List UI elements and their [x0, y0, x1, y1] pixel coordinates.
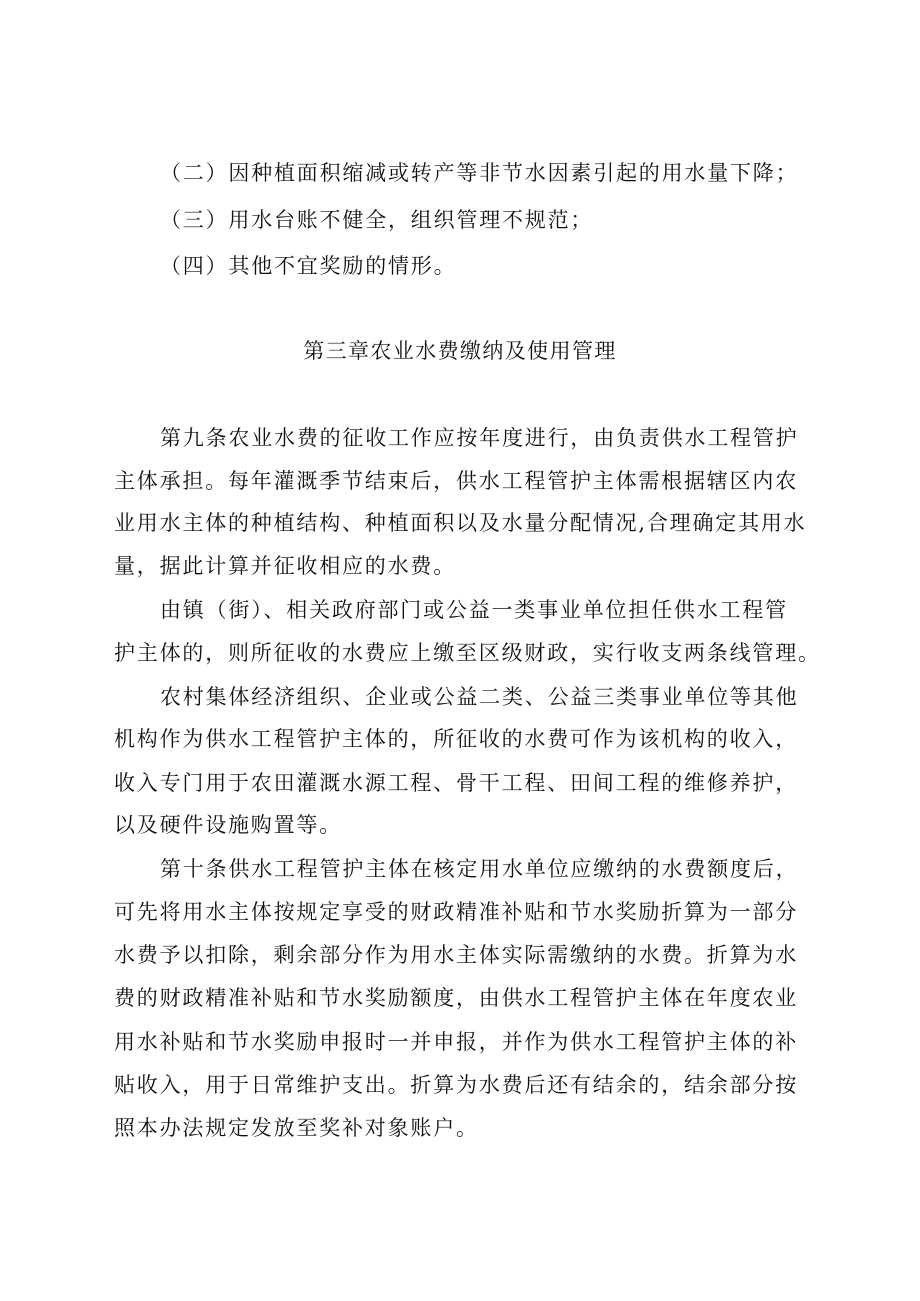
article-10-line: 水费予以扣除，剩余部分作为用水主体实际需缴纳的水费。折算为水: [114, 943, 798, 967]
chapter-title: 第三章农业水费缴纳及使用管理: [303, 339, 617, 363]
article-10-line: 贴收入，用于日常维护支出。折算为水费后还有结余的，结余部分按: [114, 1073, 798, 1097]
paragraph-line: 以及硬件设施购置等。: [114, 813, 342, 837]
article-10-line: 第十条供水工程管护主体在核定用水单位应缴纳的水费额度后，: [160, 857, 799, 881]
article-9-line: 主体承担。每年灌溉季节结束后，供水工程管护主体需根据辖区内农: [114, 469, 798, 493]
paragraph-line: 由镇（街）、相关政府部门或公益一类事业单位担任供水工程管: [160, 598, 788, 622]
list-item-3: （三）用水台账不健全，组织管理不规范；: [160, 208, 594, 232]
paragraph-line: 护主体的，则所征收的水费应上缴至区级财政，实行收支两条线管理。: [114, 641, 821, 665]
article-9-line: 业用水主体的种植结构、种植面积以及水量分配情况,合理确定其用水: [114, 511, 807, 535]
article-9-line: 第九条农业水费的征收工作应按年度进行，由负责供水工程管护: [160, 426, 799, 450]
paragraph-line: 机构作为供水工程管护主体的，所征收的水费可作为该机构的收入，: [114, 727, 798, 751]
list-item-4: （四）其他不宜奖励的情形。: [160, 254, 457, 278]
article-9-line: 量，据此计算并征收相应的水费。: [114, 554, 456, 578]
paragraph-line: 农村集体经济组织、企业或公益二类、公益三类事业单位等其他: [160, 685, 799, 709]
list-item-2: （二）因种植面积缩减或转产等非节水因素引起的用水量下降；: [160, 161, 799, 185]
article-10-line: 照本办法规定发放至奖补对象账户。: [114, 1116, 479, 1140]
article-10-line: 用水补贴和节水奖励申报时一并申报，并作为供水工程管护主体的补: [114, 1030, 798, 1054]
paragraph-line: 收入专门用于农田灌溉水源工程、骨干工程、田间工程的维修养护，: [114, 771, 798, 795]
article-10-line: 费的财政精准补贴和节水奖励额度，由供水工程管护主体在年度农业: [114, 986, 798, 1010]
article-10-line: 可先将用水主体按规定享受的财政精准补贴和节水奖励折算为一部分: [114, 900, 798, 924]
